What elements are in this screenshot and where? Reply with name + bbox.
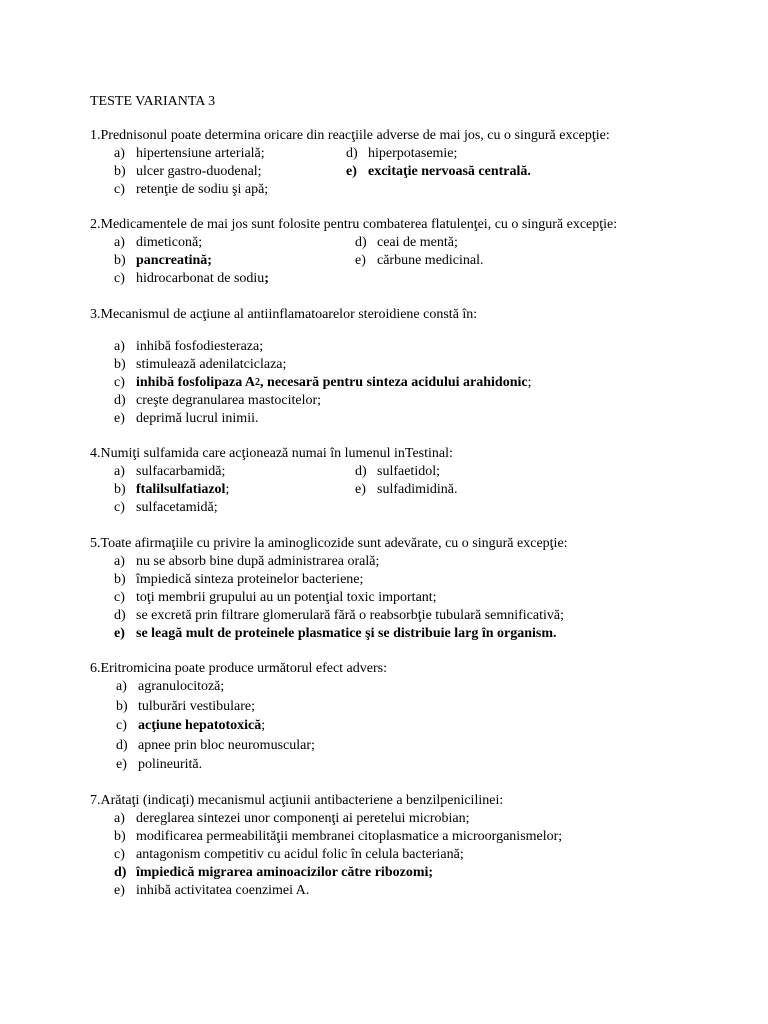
- answer-options: [114, 145, 730, 199]
- option-e: e) polineurită.: [116, 757, 203, 772]
- question-7: [90, 792, 730, 900]
- question-stem: 7.Arătaţi (indicaţi) mecanismul acţiunii antibacteriene a benzilpenicilinei:: [90, 793, 504, 808]
- option-b: b) tulburări vestibulare;: [116, 698, 256, 714]
- question-stem: 3.Mecanismul de acţiune al antiinflamatoarelor steroidiene constă în:: [90, 307, 478, 322]
- answer-options: [114, 810, 730, 900]
- option-a: a) dimeticonă;: [114, 235, 203, 250]
- option-b: b) ulcer gastro-duodenal;: [114, 164, 262, 179]
- option-e-correct: e) se leagă mult de proteinele plasmatice şi se distribuie larg în organism.: [114, 626, 557, 641]
- question-4: [90, 445, 730, 517]
- option-a: a) dereglarea sintezei unor componenţi ai peretelui microbian;: [114, 811, 470, 826]
- page-title: TESTE VARIANTA 3: [90, 94, 216, 109]
- option-c: c) hidrocarbonat de sodiu ;: [114, 271, 269, 286]
- option-a: a) hipertensiune arterială;: [114, 146, 265, 161]
- option-c: c) antagonism competitiv cu acidul folic în celula bacteriană;: [114, 847, 464, 862]
- option-b: b) împiedică sinteza proteinelor bacteriene;: [114, 572, 364, 587]
- answer-options: [114, 338, 730, 428]
- question-1: [90, 127, 730, 199]
- option-c-correct: c) inhibă fosfolipaza A 2 , necesară pentru sinteza acidului arahidonic ;: [114, 375, 532, 390]
- option-e: e) deprimă lucrul inimii.: [114, 411, 259, 426]
- option-b-correct: b) pancreatină;: [114, 253, 212, 268]
- question-2: [90, 216, 730, 288]
- option-a: a) nu se absorb bine după administrarea orală;: [114, 554, 380, 569]
- option-e: e) inhibă activitatea coenzimei A.: [114, 883, 310, 898]
- answer-options: [114, 234, 730, 288]
- option-d: d) apnee prin bloc neuromuscular;: [116, 737, 315, 753]
- answer-options: [114, 553, 730, 643]
- option-c: c) toţi membrii grupului au un potenţial toxic important;: [114, 590, 437, 605]
- option-c: c) retenţie de sodiu şi apă;: [114, 182, 269, 197]
- question-5: [90, 535, 730, 643]
- option-d: d) ceai de mentă;: [355, 235, 458, 250]
- question-stem: 2.Medicamentele de mai jos sunt folosite pentru combaterea flatulenţei, cu o singură excepţie:: [90, 217, 618, 232]
- option-b: b) stimulează adenilatciclaza;: [114, 357, 287, 372]
- option-d: d) creşte degranularea mastocitelor;: [114, 393, 322, 408]
- question-stem: 5.Toate afirmaţiile cu privire la aminoglicozide sunt adevărate, cu o singură excepţie:: [90, 536, 568, 551]
- option-d: d) se excretă prin filtrare glomerulară fără o reabsorbţie tubulară semnificativă;: [114, 608, 564, 623]
- option-a: a) agranulocitoză;: [116, 679, 225, 694]
- question-stem: 4.Numiţi sulfamida care acţionează numai în lumenul inTestinal:: [90, 446, 453, 461]
- option-c-correct: c) acţiune hepatotoxică ;: [116, 718, 266, 733]
- question-3: [90, 306, 730, 428]
- question-6: [90, 660, 730, 776]
- option-a: a) sulfacarbamidă;: [114, 464, 226, 479]
- option-b: b) modificarea permeabilităţii membranei citoplasmatice a microorganismelor;: [114, 829, 563, 844]
- answer-options: [114, 463, 730, 517]
- option-c: c) sulfacetamidă;: [114, 500, 218, 515]
- question-stem: 6.Eritromicina poate produce următorul efect advers:: [90, 661, 387, 676]
- option-d-correct: d) împiedică migrarea aminoacizilor către ribozomi;: [114, 865, 434, 880]
- option-d: d) hiperpotasemie;: [346, 146, 458, 161]
- option-e: e) sulfadimidină.: [355, 482, 458, 497]
- option-d: d) sulfaetidol;: [355, 464, 440, 479]
- option-e-correct: e) excitaţie nervoasă centrală.: [346, 164, 531, 179]
- option-b-correct: b) ftalilsulfatiazol ;: [114, 482, 230, 497]
- option-a: a) inhibă fosfodiesteraza;: [114, 339, 264, 354]
- answer-options: [116, 678, 730, 776]
- question-stem: 1.Prednisonul poate determina oricare din reacţiile adverse de mai jos, cu o singură excepţie:: [90, 128, 610, 143]
- option-e: e) cărbune medicinal.: [355, 253, 484, 268]
